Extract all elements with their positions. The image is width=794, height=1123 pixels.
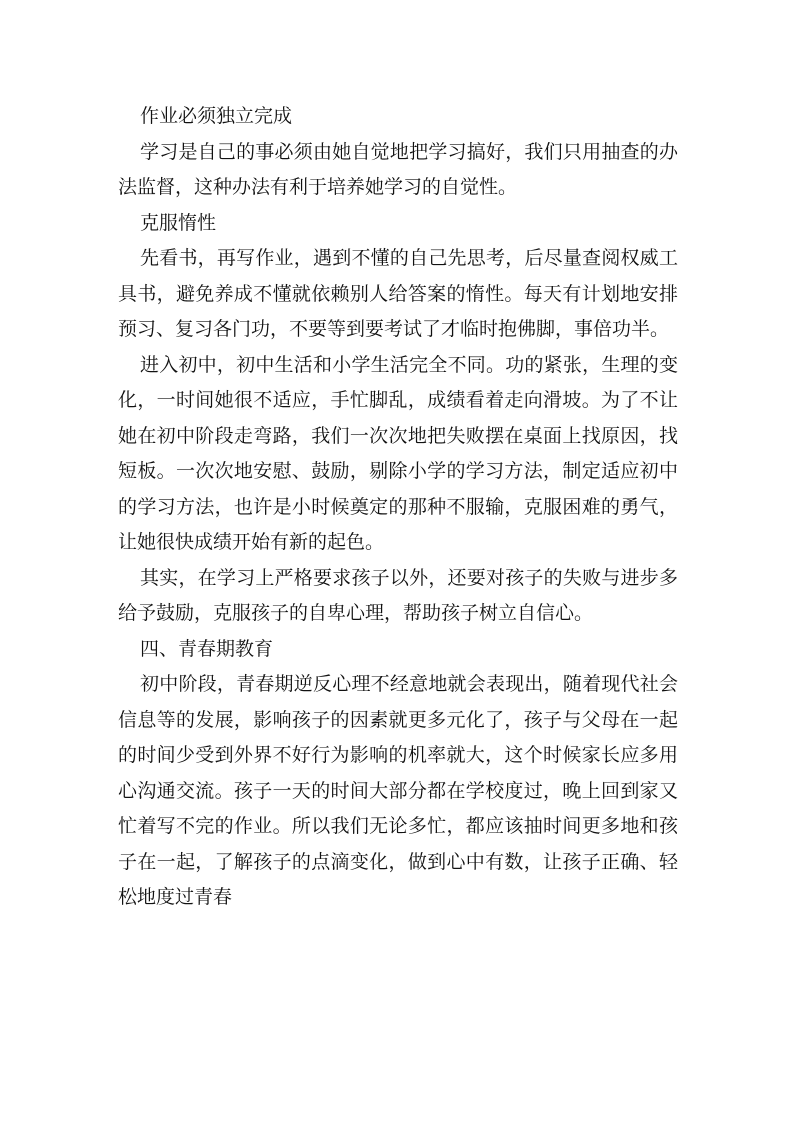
section-heading-adolescence: 四、青春期教育 xyxy=(140,637,274,660)
paragraph-encouragement: 其实，在学习上严格要求孩子以外，还要对孩子的失败与进步多给予鼓励，克服孩子的自卑心理，帮助孩子树立自信心。 xyxy=(118,566,678,624)
paragraph-adolescence: 初中阶段，青春期逆反心理不经意地就会表现出，随着现代社会信息等的发展，影响孩子的因素就更多元化了，孩子与父母在一起的时间少受到外界不好行为影响的机率就大，这个时候家长应多用心沟通交流。孩子一天的时间大部分都在学校度过，晚上回到家又忙着写不完的作业。所以我们无论多忙，都应该抽时间更多地和孩子在一起，了解孩子的点滴变化，做到心中有数，让孩子正确、轻松地度过青春 xyxy=(118,673,678,908)
paragraph-junior-high: 进入初中，初中生活和小学生活完全不同。功的紧张，生理的变化，一时间她很不适应，手忙脚乱，成绩看着走向滑坡。为了不让她在初中阶段走弯路，我们一次次地把失败摆在桌面上找原因，找短板。一次次地安慰、鼓励，剔除小学的学习方法，制定适应初中的学习方法，也许是小时候奠定的那种不服输，克服困难的勇气，让她很快成绩开始有新的起色。 xyxy=(118,353,678,553)
paragraph-self-study: 学习是自己的事必须由她自觉地把学习搞好，我们只用抽查的办法监督，这种办法有利于培养她学习的自觉性。 xyxy=(118,140,678,198)
paragraph-reading-first: 先看书，再写作业，遇到不懂的自己先思考，后尽量查阅权威工具书，避免养成不懂就依赖别人给答案的惰性。每天有计划地安排预习、复习各门功，不要等到要考试了才临时抱佛脚，事倍功半。 xyxy=(118,247,678,340)
section-heading-homework: 作业必须独立完成 xyxy=(140,105,293,127)
section-heading-laziness: 克服惰性 xyxy=(140,211,217,234)
document-body xyxy=(118,99,678,916)
